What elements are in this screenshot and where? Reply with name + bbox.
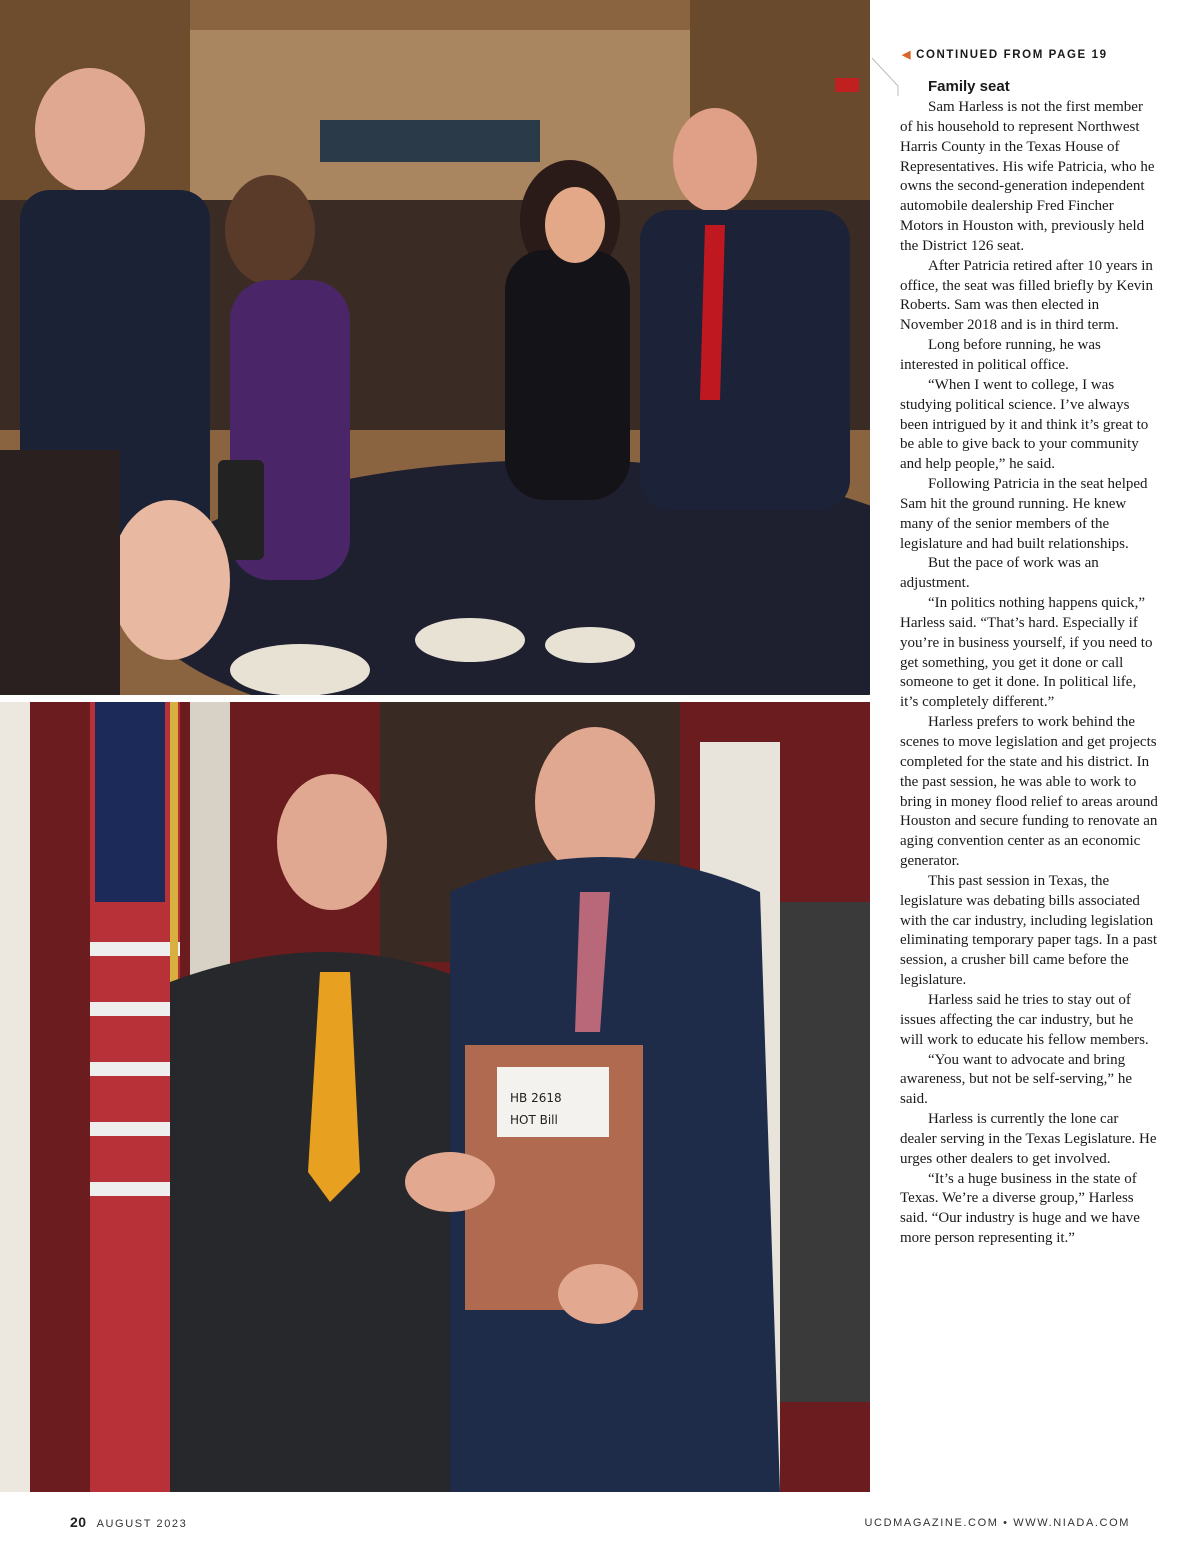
article-paragraph: “You want to advocate and bring awareness, but not be self-serving,” he said.: [900, 1051, 1133, 1108]
article-paragraph: “When I went to college, I was studying political science. I’ve always been intrigued by it and think it’s great to be able to give back to your community and help people,” he said.: [900, 376, 1149, 473]
issue-date: AUGUST 2023: [96, 1518, 188, 1530]
page-number: 20: [70, 1514, 87, 1530]
article-paragraph: Long before running, he was interested in political office.: [900, 337, 1101, 373]
folder-label-line2: HOT Bill: [510, 1113, 558, 1127]
article-paragraph: Harless said he tries to stay out of issues affecting the car industry, but he will work to educate his fellow members.: [900, 991, 1149, 1048]
article-paragraph: Sam Harless is not the first member of his household to represent Northwest Harris County in the Texas House of Representatives. His wife Patricia, who he owns the second-generation independent automobile dealership Fred Fincher Motors in Houston with, previously held the District 126 seat.: [900, 99, 1155, 254]
continued-from-label: [902, 48, 1162, 66]
article-paragraph: Following Patricia in the seat helped Sam hit the ground running. He knew many of the senior members of the legislature and had built relationships.: [900, 476, 1148, 552]
left-arrow-icon: ◀: [902, 49, 913, 61]
article-paragraph: “It’s a huge business in the state of Texas. We’re a diverse group,” Harless said. “Our industry is huge and we have more person representing it.”: [900, 1170, 1140, 1247]
article-paragraph: But the pace of work was an adjustment.: [900, 555, 1099, 592]
article-paragraph: After Patricia retired after 10 years in office, the seat was filled briefly by Kevin Roberts. Sam was then elected in November 2018 and is in third term.: [900, 257, 1153, 334]
footer-websites: UCDMAGAZINE.COM • WWW.NIADA.COM: [864, 1517, 1130, 1529]
continued-text: CONTINUED FROM PAGE 19: [916, 49, 1108, 61]
article-paragraph: “In politics nothing happens quick,” Harless said. “That’s hard. Especially if you’re in business yourself, if you need to get something, you get it done or call someone to get it done. In political life, it’s completely different.”: [900, 595, 1153, 711]
banquet-photo: [0, 0, 870, 695]
folder-label-line1: HB 2618: [510, 1091, 562, 1105]
article-paragraph: Harless is currently the lone car dealer serving in the Texas Legislature. He urges other dealers to get involved.: [900, 1111, 1157, 1167]
capitol-photo: [0, 702, 870, 1492]
footer-left: [70, 1514, 187, 1530]
article-paragraph: Harless prefers to work behind the scenes to move legislation and get projects completed for the state and his district. In the past session, he was able to work to bring in money flood relief to areas around Houston and secure funding to renovate an aging convention center as an economic generator.: [900, 714, 1158, 870]
section-heading: Family seat: [928, 78, 1010, 95]
article-paragraph: This past session in Texas, the legislature was debating bills associated with the car industry, including legislation eliminating temporary paper tags. In a past session, a crusher bill came before the legislature.: [900, 872, 1157, 989]
decorative-corner-line: [870, 56, 900, 96]
exit-sign-icon: [835, 78, 859, 92]
article-column: [900, 77, 1158, 1249]
